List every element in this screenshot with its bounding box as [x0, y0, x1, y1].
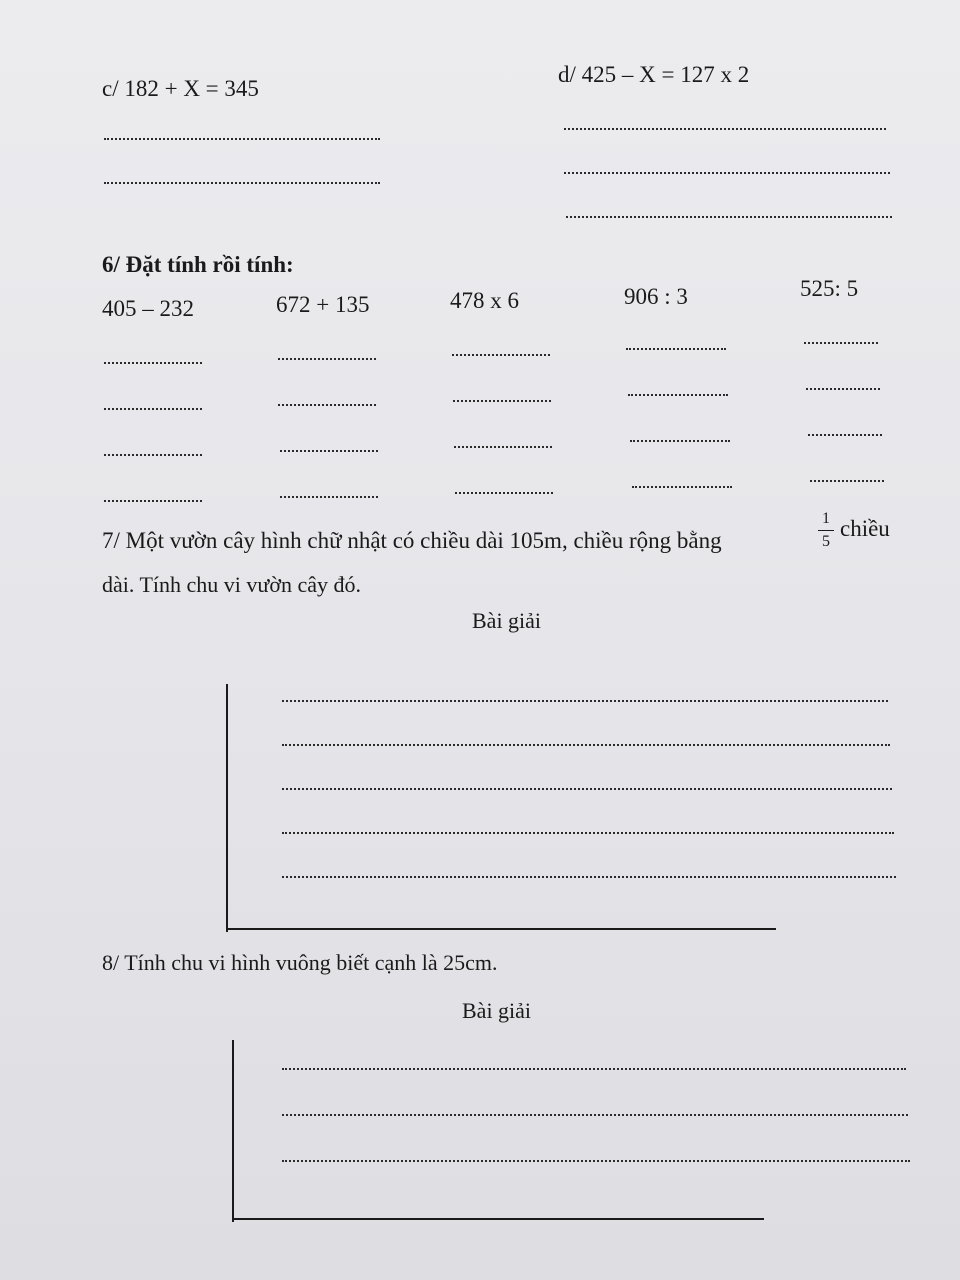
q7-answer-line-5[interactable] — [282, 876, 896, 878]
q5d-answer-line-3[interactable] — [566, 216, 892, 218]
q6-col3-line-2[interactable] — [453, 400, 551, 402]
q7-answer-line-1[interactable] — [282, 700, 888, 702]
q7-answer-line-2[interactable] — [282, 744, 890, 746]
q8-text: 8/ Tính chu vi hình vuông biết cạnh là 25cm. — [102, 950, 498, 975]
q6-problem-4: 906 : 3 — [624, 284, 688, 309]
q5d-answer-line-2[interactable] — [564, 172, 890, 174]
q7-text-after: chiều — [840, 516, 890, 541]
q8-solution-heading: Bài giải — [462, 998, 532, 1023]
q6-col3-line-4[interactable] — [455, 492, 553, 494]
q5c-answer-line-2[interactable] — [104, 182, 380, 184]
q8-answer-line-3[interactable] — [282, 1160, 910, 1162]
q6-col1-line-3[interactable] — [104, 454, 202, 456]
q6-col4-line-1[interactable] — [626, 348, 726, 350]
q6-problem-3: 478 x 6 — [450, 288, 519, 313]
q6-col5-line-4[interactable] — [810, 480, 884, 482]
q6-col1-line-4[interactable] — [104, 500, 202, 502]
q7-solution-heading: Bài giải — [472, 608, 542, 633]
q6-title: 6/ Đặt tính rồi tính: — [102, 252, 294, 277]
q7-answer-line-4[interactable] — [282, 832, 894, 834]
q7-text: 7/ Một vườn cây hình chữ nhật có chiều dài 105m, chiều rộng bằng — [102, 528, 722, 553]
q8-answer-line-1[interactable] — [282, 1068, 906, 1070]
q6-problem-1: 405 – 232 — [102, 296, 194, 321]
q6-col4-line-2[interactable] — [628, 394, 728, 396]
q6-col2-line-3[interactable] — [280, 450, 378, 452]
q6-col5-line-3[interactable] — [808, 434, 882, 436]
q8-answer-line-2[interactable] — [282, 1114, 908, 1116]
q6-col4-line-3[interactable] — [630, 440, 730, 442]
q6-problem-5: 525: 5 — [800, 276, 859, 301]
q6-problem-2: 672 + 135 — [276, 292, 370, 317]
q8-box-left-border — [232, 1040, 234, 1222]
q6-col5-line-1[interactable] — [804, 342, 878, 344]
q6-col2-line-2[interactable] — [278, 404, 376, 406]
q7-fraction-numerator: 1 — [822, 510, 830, 527]
q6-col1-line-2[interactable] — [104, 408, 202, 410]
q6-col4-line-4[interactable] — [632, 486, 732, 488]
q6-col2-line-4[interactable] — [280, 496, 378, 498]
q6-col3-line-3[interactable] — [454, 446, 552, 448]
q5d-equation: d/ 425 – X = 127 x 2 — [558, 62, 750, 87]
q5d-answer-line-1[interactable] — [564, 128, 886, 130]
q8-box-bottom-border — [232, 1218, 764, 1220]
q7-text-line-2: dài. Tính chu vi vườn cây đó. — [102, 572, 361, 597]
q6-col5-line-2[interactable] — [806, 388, 880, 390]
q6-col3-line-1[interactable] — [452, 354, 550, 356]
q7-answer-line-3[interactable] — [282, 788, 892, 790]
q5c-answer-line-1[interactable] — [104, 138, 380, 140]
q7-box-bottom-border — [226, 928, 776, 930]
q6-col2-line-1[interactable] — [278, 358, 376, 360]
q7-box-left-border — [226, 684, 228, 932]
q7-fraction-denominator: 5 — [822, 533, 830, 550]
q5c-equation: c/ 182 + X = 345 — [102, 76, 259, 101]
q7-fraction — [818, 510, 834, 551]
q6-col1-line-1[interactable] — [104, 362, 202, 364]
